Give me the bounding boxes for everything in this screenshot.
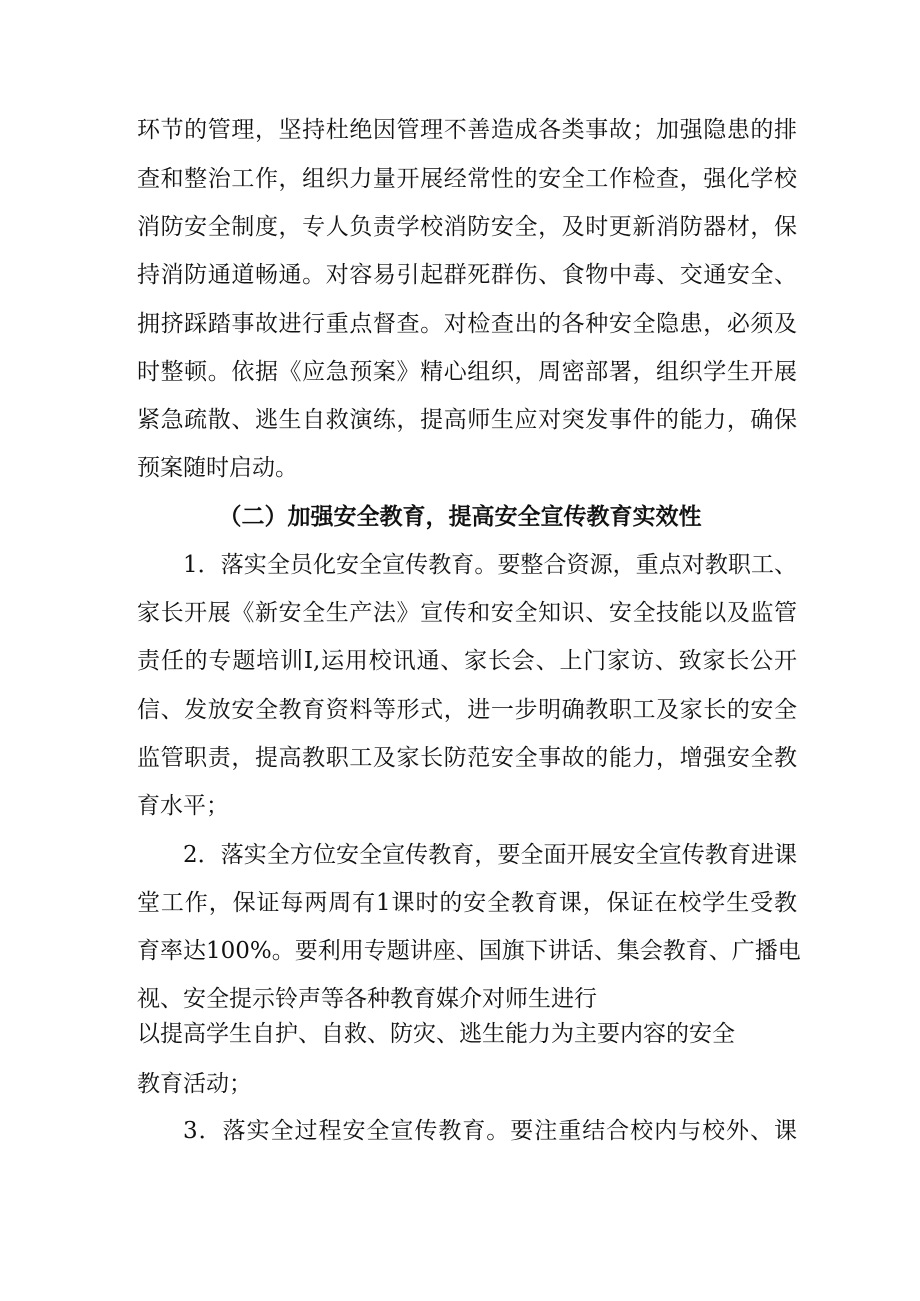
paragraph-1-line: 查和整治工作，组织力量开展经常性的安全工作检查，强化学校 bbox=[137, 166, 797, 192]
paragraph-1-line: 持消防通道畅通。对容易引起群死群伤、食物中毒、交通安全、 bbox=[137, 262, 797, 288]
paragraph-3-line: 教育活动； bbox=[137, 1071, 252, 1097]
paragraph-3-line: 2．落实全方位安全宣传教育，要全面开展安全宣传教育进课 bbox=[183, 842, 797, 868]
paragraph-2-line: 育水平； bbox=[137, 793, 229, 819]
paragraph-3-line: 视、安全提示铃声等各种教育媒介对师生进行 bbox=[137, 986, 597, 1012]
paragraph-3-line: 育率达100%。要利用专题讲座、国旗下讲话、集会教育、广播电 bbox=[137, 938, 801, 964]
paragraph-1-line: 消防安全制度，专人负责学校消防安全，及时更新消防器材，保 bbox=[137, 214, 797, 240]
paragraph-2-line: 信、发放安全教育资料等形式，进一步明确教职工及家长的安全 bbox=[137, 697, 797, 723]
paragraph-4-line: 3．落实全过程安全宣传教育。要注重结合校内与校外、课 bbox=[183, 1118, 797, 1144]
paragraph-1-line: 环节的管理，坚持杜绝因管理不善造成各类事故；加强隐患的排 bbox=[137, 117, 797, 143]
paragraph-2-line: 家长开展《新安全生产法》宣传和安全知识、安全技能以及监管 bbox=[137, 600, 797, 626]
paragraph-2-line: 责任的专题培训I,运用校讯通、家长会、上门家访、致家长公开 bbox=[137, 648, 797, 674]
paragraph-3-line: 以提高学生自护、自救、防灾、逃生能力为主要内容的安全 bbox=[137, 1021, 735, 1047]
paragraph-1-line: 预案随时启动。 bbox=[137, 455, 298, 481]
paragraph-2-line: 1．落实全员化安全宣传教育。要整合资源，重点对教职工、 bbox=[183, 552, 797, 578]
paragraph-3-line: 堂工作，保证每两周有1课时的安全教育课，保证在校学生受教 bbox=[137, 890, 797, 916]
paragraph-2-line: 监管职责，提高教职工及家长防范安全事故的能力，增强安全教 bbox=[137, 745, 797, 771]
paragraph-1-line: 紧急疏散、逃生自救演练，提高师生应对突发事件的能力，确保 bbox=[137, 407, 797, 433]
paragraph-1-line: 时整顿。依据《应急预案》精心组织，周密部署，组织学生开展 bbox=[137, 359, 797, 385]
section-heading: （二）加强安全教育，提高安全宣传教育实效性 bbox=[218, 503, 702, 530]
paragraph-1-line: 拥挤踩踏事故进行重点督查。对检查出的各种安全隐患，必须及 bbox=[137, 311, 797, 337]
